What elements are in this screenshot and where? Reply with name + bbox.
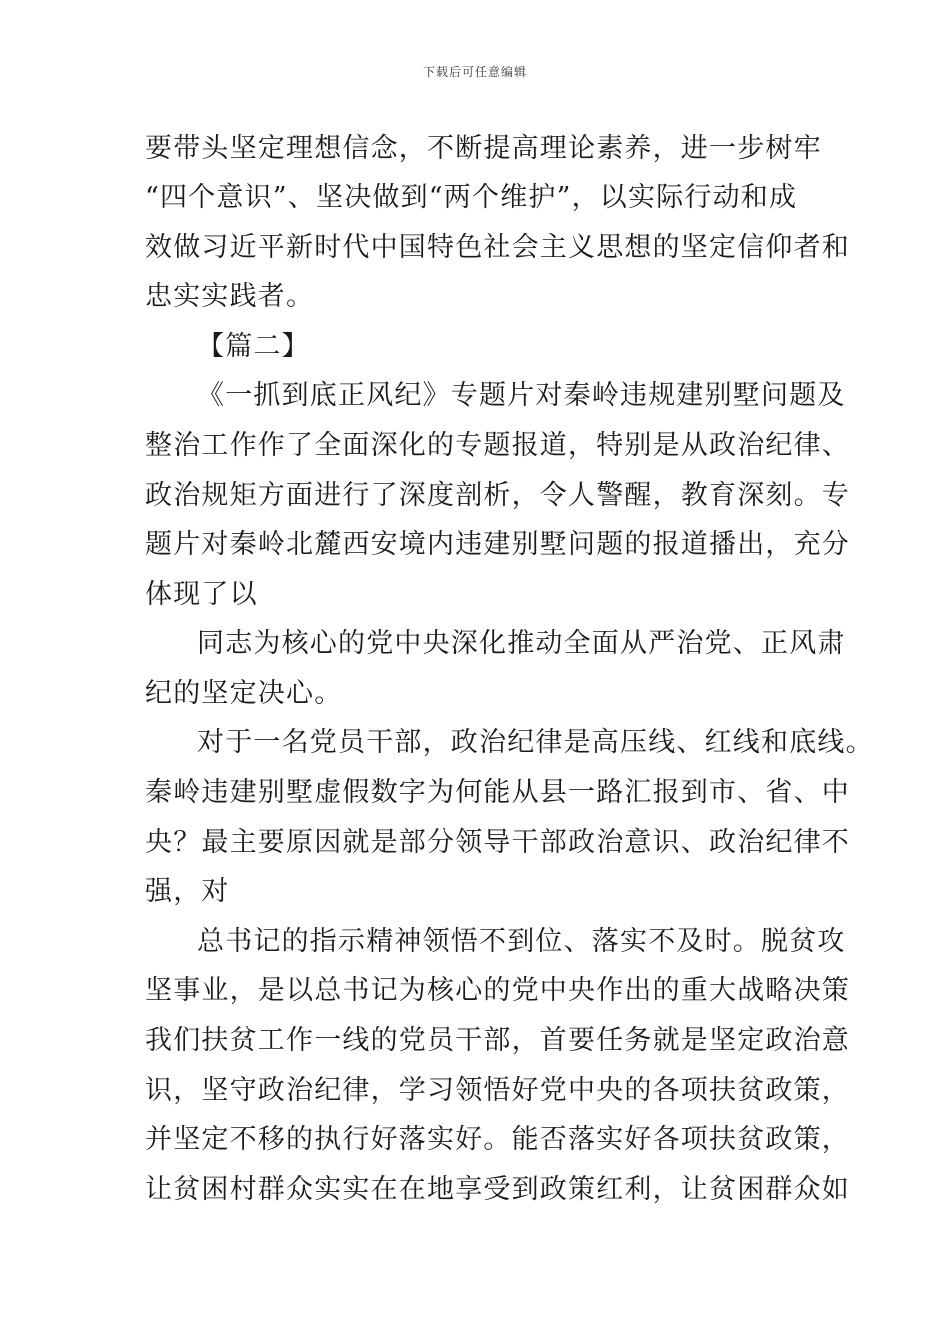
text-line: 让贫困村群众实实在在地享受到政策红利，让贫困群众如	[145, 1174, 850, 1205]
text-line: 体现了以	[145, 579, 258, 610]
text-line: 同志为核心的党中央深化推动全面从严治党、正风肃	[197, 628, 846, 659]
section-heading: 【篇二】	[197, 331, 310, 362]
text-line: 强，对	[145, 876, 230, 907]
page-header: 下载后可任意编辑	[422, 65, 527, 79]
text-line: 整治工作作了全面深化的专题报道，特别是从政治纪律、	[145, 430, 850, 461]
text-line: 秦岭违建别墅虚假数字为何能从县一路汇报到市、省、中	[145, 777, 850, 808]
text-line: 对于一名党员干部，政治纪律是高压线、红线和底线。	[197, 727, 874, 758]
text-line: 并坚定不移的执行好落实好。能否落实好各项扶贫政策，	[145, 1124, 850, 1155]
text-line: 《一抓到底正风纪》专题片对秦岭违规建别墅问题及	[197, 380, 846, 411]
text-line: 题片对秦岭北麓西安境内违建别墅问题的报道播出，充分	[145, 529, 850, 560]
text-line: 识，坚守政治纪律，学习领悟好党中央的各项扶贫政策，	[145, 1075, 850, 1106]
text-line: 总书记的指示精神领悟不到位、落实不及时。脱贫攻	[197, 926, 846, 957]
text-line: 坚事业，是以总书记为核心的党中央作出的重大战略决策	[145, 975, 850, 1006]
text-line: 央？最主要原因就是部分领导干部政治意识、政治纪律不	[145, 827, 850, 858]
text-line: 要带头坚定理想信念，不断提高理论素养，进一步树牢	[145, 133, 822, 164]
text-line: 纪的坚定决心。	[145, 678, 343, 709]
text-line: 我们扶贫工作一线的党员干部，首要任务就是坚定政治意	[145, 1025, 850, 1056]
text-line: 忠实实践者。	[145, 281, 315, 312]
text-line: 效做习近平新时代中国特色社会主义思想的坚定信仰者和	[145, 232, 850, 263]
text-line: 政治规矩方面进行了深度剖析，令人警醒，教育深刻。专	[145, 480, 850, 511]
text-line: “四个意识”、坚决做到“两个维护”，以实际行动和成	[145, 182, 798, 213]
